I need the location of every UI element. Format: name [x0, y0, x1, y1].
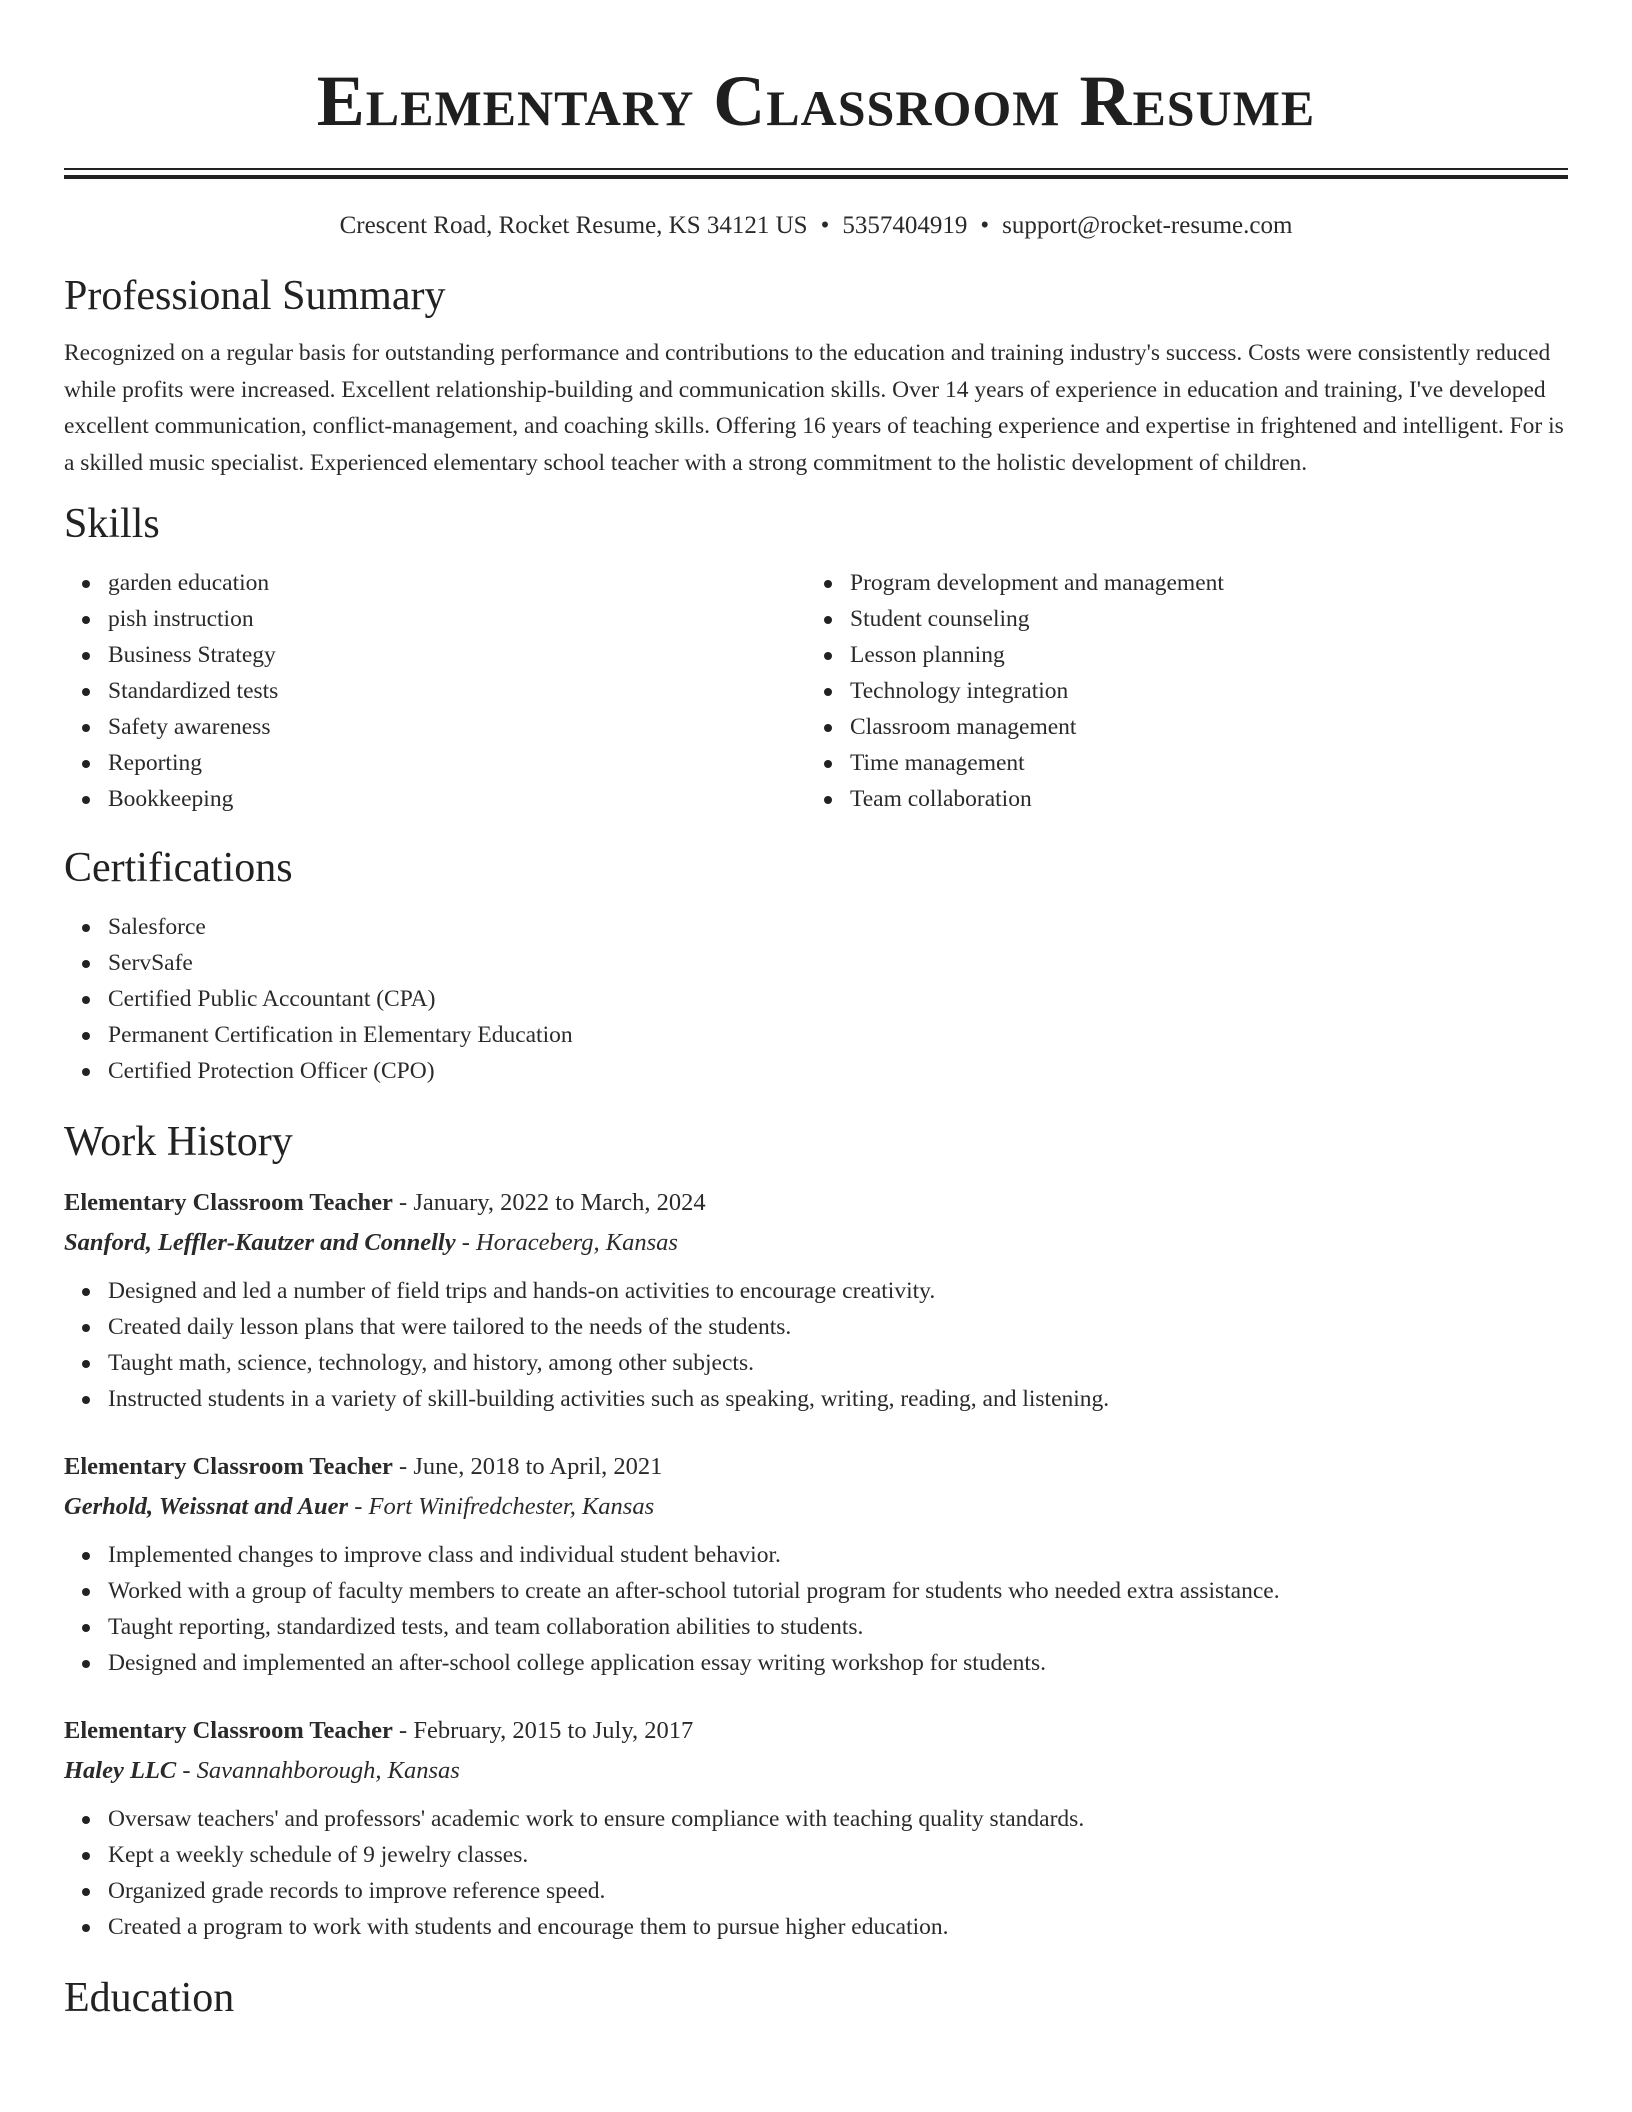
job-company: Haley LLC	[64, 1757, 177, 1784]
job-title-line	[64, 1711, 1568, 1751]
skill-item: Technology integration	[850, 673, 1548, 709]
section-heading-education: Education	[64, 1975, 235, 2021]
job-entry	[64, 1447, 1568, 1681]
skill-item: pish instruction	[108, 601, 806, 637]
job-bullet: Taught math, science, technology, and history, among other subjects.	[108, 1345, 1568, 1381]
job-bullets	[64, 1273, 1568, 1417]
job-entry	[64, 1711, 1568, 1945]
contact-email: support@rocket-resume.com	[1002, 212, 1293, 239]
section-heading-skills: Skills	[64, 501, 160, 547]
job-title-line	[64, 1183, 1568, 1223]
contact-address: Crescent Road, Rocket Resume, KS 34121 US	[339, 212, 808, 239]
job-bullet: Implemented changes to improve class and individual student behavior.	[108, 1537, 1568, 1573]
certification-item: ServSafe	[108, 945, 1568, 981]
contact-line	[64, 209, 1568, 243]
section-heading-certifications: Certifications	[64, 845, 293, 891]
job-company-line	[64, 1487, 1568, 1527]
job-dates: - June, 2018 to April, 2021	[392, 1453, 663, 1480]
job-bullet: Created a program to work with students and encourage them to pursue higher education.	[108, 1909, 1568, 1945]
job-bullet: Created daily lesson plans that were tailored to the needs of the students.	[108, 1309, 1568, 1345]
job-bullet: Taught reporting, standardized tests, and team collaboration abilities to students.	[108, 1609, 1568, 1645]
certification-item: Permanent Certification in Elementary Education	[108, 1017, 1568, 1053]
skill-item: Reporting	[108, 745, 806, 781]
job-bullet: Instructed students in a variety of skill-building activities such as speaking, writing, reading, and listening.	[108, 1381, 1568, 1417]
contact-separator: •	[980, 212, 990, 239]
job-bullet: Kept a weekly schedule of 9 jewelry classes.	[108, 1837, 1568, 1873]
certifications-list	[64, 909, 1568, 1089]
job-dates: - January, 2022 to March, 2024	[392, 1189, 706, 1216]
skill-item: Bookkeeping	[108, 781, 806, 817]
certification-item: Salesforce	[108, 909, 1568, 945]
job-location: - Savannahborough, Kansas	[176, 1757, 460, 1784]
job-role: Elementary Classroom Teacher	[64, 1717, 393, 1744]
contact-separator: •	[820, 212, 830, 239]
job-bullet: Worked with a group of faculty members to create an after-school tutorial program for students who needed extra assistance.	[108, 1573, 1568, 1609]
skills-list-left	[64, 565, 806, 817]
job-role: Elementary Classroom Teacher	[64, 1453, 393, 1480]
job-entry	[64, 1183, 1568, 1417]
job-bullet: Organized grade records to improve reference speed.	[108, 1873, 1568, 1909]
certification-item: Certified Public Accountant (CPA)	[108, 981, 1568, 1017]
job-company: Gerhold, Weissnat and Auer	[64, 1493, 349, 1520]
job-bullets	[64, 1801, 1568, 1945]
job-title-line	[64, 1447, 1568, 1487]
job-location: - Horaceberg, Kansas	[455, 1229, 678, 1256]
summary-text: Recognized on a regular basis for outstanding performance and contributions to the education and training industry's success. Costs were consistently reduced while profits were increased. Excellent relationship-building and communication skills. Over 14 years of experience in education and training, I've developed excellent communication, conflict-management, and coaching skills. Offering 16 years of teaching experience and expertise in frightened and intelligent. For is a skilled music specialist. Experienced elementary school teacher with a strong commitment to the holistic development of children.	[64, 340, 1564, 476]
section-heading-work-history: Work History	[64, 1119, 293, 1165]
skill-item: Lesson planning	[850, 637, 1548, 673]
skill-item: Safety awareness	[108, 709, 806, 745]
job-bullets	[64, 1537, 1568, 1681]
skill-item: Business Strategy	[108, 637, 806, 673]
job-company-line	[64, 1751, 1568, 1791]
job-bullet: Designed and led a number of field trips and hands-on activities to encourage creativity.	[108, 1273, 1568, 1309]
contact-phone: 5357404919	[842, 212, 968, 239]
certification-item: Certified Protection Officer (CPO)	[108, 1053, 1568, 1089]
section-heading-summary: Professional Summary	[64, 273, 446, 319]
skill-item: Classroom management	[850, 709, 1548, 745]
resume-page	[64, 0, 1568, 2025]
job-bullet: Oversaw teachers' and professors' academic work to ensure compliance with teaching quality standards.	[108, 1801, 1568, 1837]
job-bullet: Designed and implemented an after-school college application essay writing workshop for students.	[108, 1645, 1568, 1681]
job-company-line	[64, 1223, 1568, 1263]
skills-grid	[64, 565, 1568, 817]
skills-list-right	[806, 565, 1548, 817]
skill-item: garden education	[108, 565, 806, 601]
job-dates: - February, 2015 to July, 2017	[392, 1717, 694, 1744]
job-role: Elementary Classroom Teacher	[64, 1189, 393, 1216]
skill-item: Standardized tests	[108, 673, 806, 709]
skill-item: Program development and management	[850, 565, 1548, 601]
skill-item: Time management	[850, 745, 1548, 781]
skill-item: Student counseling	[850, 601, 1548, 637]
job-company: Sanford, Leffler-Kautzer and Connelly	[64, 1229, 456, 1256]
skill-item: Team collaboration	[850, 781, 1548, 817]
skills-column-left	[64, 565, 806, 817]
job-location: - Fort Winifredchester, Kansas	[348, 1493, 655, 1520]
resume-title: Elementary Classroom Resume	[316, 61, 1316, 141]
skills-column-right	[806, 565, 1548, 817]
title-double-rule	[64, 168, 1568, 179]
